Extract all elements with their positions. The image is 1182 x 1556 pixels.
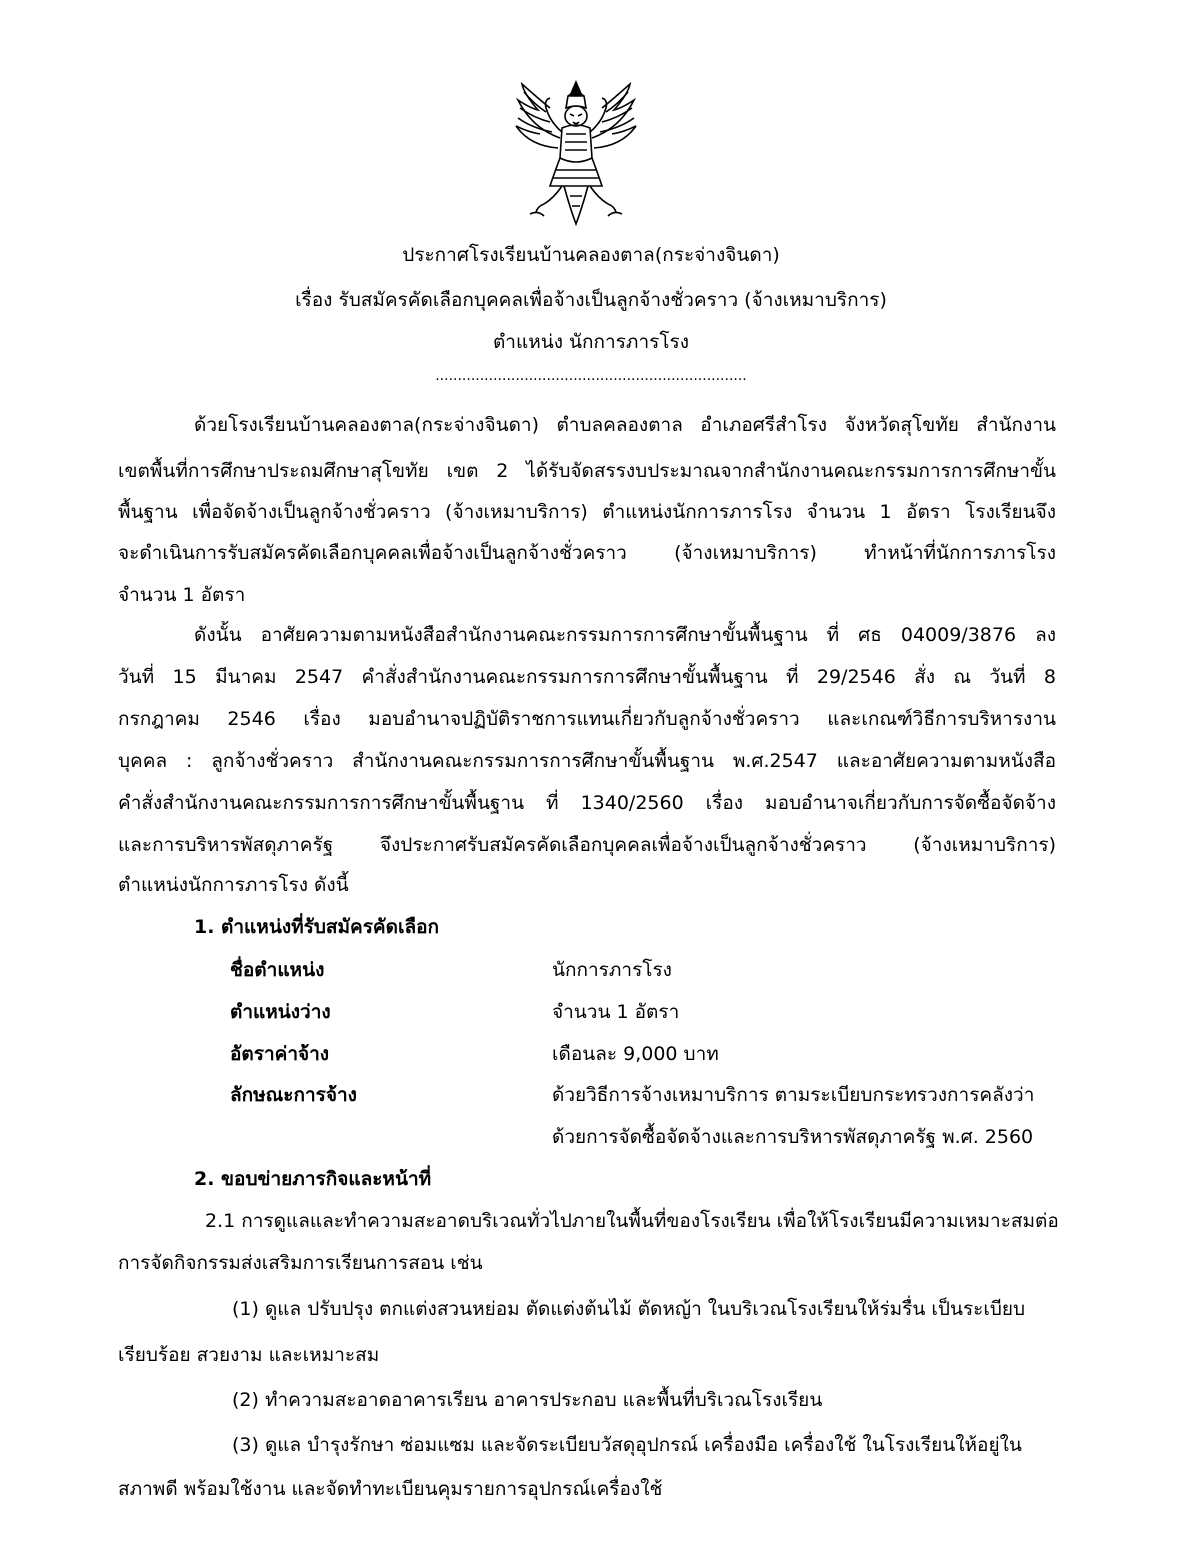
announcement-position: ตำแหน่ง นักการภารโรง: [492, 331, 690, 353]
paragraph-1-line-3: พื้นฐาน เพื่อจัดจ้างเป็นลูกจ้างชั่วคราว (จ้างเหมาบริการ) ตำแหน่งนักการภารโรง จำนวน 1 อัตรา โรงเรียนจึง: [118, 501, 1056, 523]
item-2-1-line-2: การจัดกิจกรรมส่งเสริมการเรียนการสอน เช่น: [118, 1252, 483, 1274]
sub-item-1-line-1: (1) ดูแล ปรับปรุง ตกแต่งสวนหย่อม ตัดแต่งต้นไม้ ตัดหญ้า ในบริเวณโรงเรียนให้ร่มรื่น เป็นระเบียบ: [232, 1298, 1026, 1320]
paragraph-1-line-4: จะดำเนินการรับสมัครคัดเลือกบุคคลเพื่อจ้างเป็นลูกจ้างชั่วคราว (จ้างเหมาบริการ) ทำหน้าที่นักการภารโรง: [118, 542, 1056, 564]
sub-item-3-line-1: (3) ดูแล บำรุงรักษา ซ่อมแซม และจัดระเบียบวัสดุอุปกรณ์ เครื่องมือ เครื่องใช้ ในโรงเรียนให้อยู่ใน: [232, 1434, 1022, 1456]
paragraph-2-line-4: บุคคล : ลูกจ้างชั่วคราว สำนักงานคณะกรรมการการศึกษาขั้นพื้นฐาน พ.ศ.2547 และอาศัยความตามหนังสือ: [118, 750, 1056, 772]
item-2-1-line-1: 2.1 การดูแลและทำความสะอาดบริเวณทั่วไปภายในพื้นที่ของโรงเรียน เพื่อให้โรงเรียนมีความเหมาะสมต่อ: [205, 1210, 1059, 1232]
paragraph-1-line-2: เขตพื้นที่การศึกษาประถมศึกษาสุโขทัย เขต 2 ได้รับจัดสรรงบประมาณจากสำนักงานคณะกรรมการการศึกษาขั้น: [118, 460, 1056, 482]
paragraph-2-line-6: และการบริหารพัสดุภาครัฐ จึงประกาศรับสมัครคัดเลือกบุคคลเพื่อจ้างเป็นลูกจ้างชั่วคราว (จ้างเหมาบริการ): [118, 834, 1056, 856]
employment-type-value: ด้วยวิธีการจ้างเหมาบริการ ตามระเบียบกระทรวงการคลังว่า: [552, 1084, 1035, 1106]
paragraph-2-line-1: ดังนั้น อาศัยความตามหนังสือสำนักงานคณะกรรมการการศึกษาขั้นพื้นฐาน ที่ ศธ 04009/3876 ลง: [194, 624, 1056, 646]
wage-rate-value: เดือนละ 9,000 บาท: [552, 1043, 719, 1065]
garuda-emblem: [510, 78, 642, 228]
paragraph-1-line-5: จำนวน 1 อัตรา: [118, 584, 246, 606]
employment-type-label: ลักษณะการจ้าง: [230, 1084, 357, 1106]
paragraph-2-line-2: วันที่ 15 มีนาคม 2547 คำสั่งสำนักงานคณะกรรมการการศึกษาขั้นพื้นฐาน ที่ 29/2546 สั่ง ณ วันที่ 8: [118, 666, 1056, 688]
announcement-subject: เรื่อง รับสมัครคัดเลือกบุคคลเพื่อจ้างเป็นลูกจ้างชั่วคราว (จ้างเหมาบริการ): [295, 289, 887, 311]
vacancy-label: ตำแหน่งว่าง: [230, 1001, 331, 1023]
paragraph-1-line-1: ด้วยโรงเรียนบ้านคลองตาล(กระจ่างจินดา) ตำบลคลองตาล อำเภอศรีสำโรง จังหวัดสุโขทัย สำนักงาน: [194, 414, 1056, 436]
position-name-label: ชื่อตำแหน่ง: [230, 959, 325, 981]
paragraph-2-line-7: ตำแหน่งนักการภารโรง ดังนี้: [118, 874, 349, 896]
paragraph-2-line-3: กรกฎาคม 2546 เรื่อง มอบอำนาจปฏิบัติราชการแทนเกี่ยวกับลูกจ้างชั่วคราว และเกณฑ์วิธีการบริหารงาน: [118, 708, 1056, 730]
announcement-title: ประกาศโรงเรียนบ้านคลองตาล(กระจ่างจินดา): [402, 244, 780, 266]
title-separator: ......................................................................: [435, 368, 747, 384]
vacancy-value: จำนวน 1 อัตรา: [552, 1001, 680, 1023]
sub-item-2: (2) ทำความสะอาดอาคารเรียน อาคารประกอบ และพื้นที่บริเวณโรงเรียน: [232, 1389, 823, 1411]
sub-item-3-line-2: สภาพดี พร้อมใช้งาน และจัดทำทะเบียนคุมรายการอุปกรณ์เครื่องใช้: [118, 1478, 663, 1500]
section-2-heading: 2. ขอบข่ายภารกิจและหน้าที่: [194, 1168, 432, 1190]
paragraph-2-line-5: คำสั่งสำนักงานคณะกรรมการการศึกษาขั้นพื้นฐาน ที่ 1340/2560 เรื่อง มอบอำนาจเกี่ยวกับการจัดซื้อจัดจ้าง: [118, 792, 1056, 814]
wage-rate-label: อัตราค่าจ้าง: [230, 1043, 330, 1065]
sub-item-1-line-2: เรียบร้อย สวยงาม และเหมาะสม: [118, 1344, 380, 1366]
employment-type-continuation: ด้วยการจัดซื้อจัดจ้างและการบริหารพัสดุภาครัฐ พ.ศ. 2560: [552, 1126, 1034, 1148]
section-1-heading: 1. ตำแหน่งที่รับสมัครคัดเลือก: [194, 916, 440, 938]
position-name-value: นักการภารโรง: [552, 959, 672, 981]
